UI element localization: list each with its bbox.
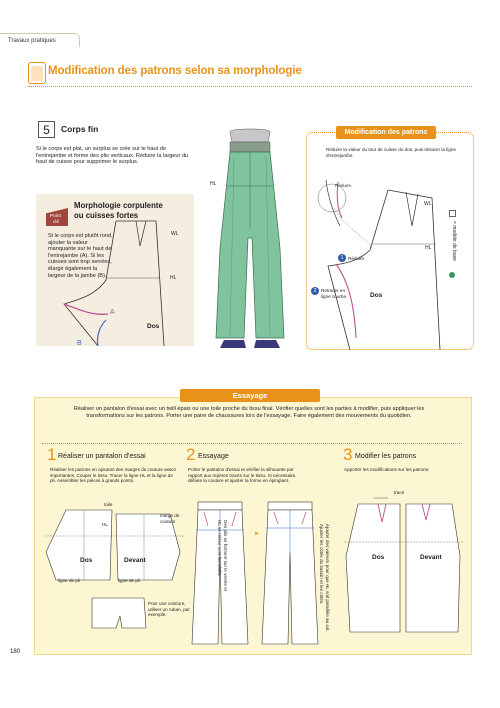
step3-title: Modifier les patrons bbox=[355, 453, 417, 460]
step2-label-ajouter: Ajouter des valeurs pour que HL soit parallèle au sol. Ajuster les côtés du bassin et les côtés. bbox=[319, 524, 330, 632]
figure-label-hl: HL bbox=[210, 181, 217, 187]
title-underline bbox=[28, 86, 472, 87]
modification-label-hl: HL bbox=[425, 245, 432, 251]
step2-number: 2 bbox=[186, 445, 196, 464]
step1-title: Réaliser un pantalon d'essai bbox=[58, 453, 146, 460]
point-label-hl: HL bbox=[170, 275, 177, 281]
step2-arrow-icon: ► bbox=[254, 531, 260, 537]
step1-label-toile: toile bbox=[104, 502, 113, 507]
step1-label-pli-right: ligne de pli bbox=[118, 578, 140, 583]
step2-text: Porter le pantalon d'essai et vérifier la silhouette par rapport aux repères tracés sur le tissu. Si nécessaire, défaire la couture et ajuster la forme en épinglant. bbox=[188, 467, 297, 484]
step1-label-devant: Devant bbox=[124, 557, 146, 564]
point-label-b: B bbox=[77, 340, 82, 347]
step-1-circle: 1 bbox=[338, 254, 346, 262]
essayage-intro: Réaliser un pantalon d'essai avec un twill épais ou une toile proche du tissu final. Vérifier quelles sont les parties à modifier, puis appliquer les transformations sur les patrons. Porter une paire de chaussures lors de l'essayage. Faire également des mouvements du quotidien. bbox=[73, 406, 425, 419]
point-pattern-figure bbox=[36, 220, 194, 346]
step5-title: Corps fin bbox=[61, 124, 99, 134]
point-title: Morphologie corpulente ou cuisses fortes bbox=[74, 201, 163, 220]
title-icon-fill bbox=[31, 66, 43, 81]
modification-text: Réduire la valeur du tour de cuisse du dos, puis retracer la ligne d'entrejambe. bbox=[326, 147, 456, 158]
point-label-a: A bbox=[110, 309, 115, 316]
step3-label-devant: Devant bbox=[420, 554, 442, 561]
step1-label-ceinture: Pour une ceinture, utiliser un ruban, par exemple. bbox=[148, 601, 190, 618]
point-text: Si le corps est plutôt rond, ajouter la valeur manquante sur le haut de l'entrejambe (A). Si les cuisses sont trop serrées, élargir également la largeur de la jambe (B). bbox=[48, 233, 113, 279]
header-section-label: Travaux pratiques bbox=[8, 38, 56, 44]
point-badge-text-2: clé bbox=[53, 220, 60, 225]
step-2-circle: 2 bbox=[311, 287, 319, 295]
essayage-divider bbox=[42, 443, 462, 444]
modification-label-retracer: Retracer en ligne courbe. bbox=[321, 288, 348, 299]
step1-label-pli-left: ligne de pli bbox=[58, 578, 80, 583]
step2-label-plis: Des plis se forment sur le ventre et HL se relève vers les côtés. bbox=[217, 520, 228, 591]
point-label-wl: WL bbox=[171, 231, 179, 237]
step2-pants-figures bbox=[190, 496, 320, 646]
step1-label-dos: Dos bbox=[80, 557, 93, 564]
page-title: Modification des patrons selon sa morphologie bbox=[48, 65, 302, 77]
page-number: 180 bbox=[10, 649, 21, 655]
step3-number: 3 bbox=[343, 445, 353, 464]
step1-text: Réaliser les patrons en ajoutant des marges de couture assez importantes. Couper le tissu. Tracer la ligne HL et la ligne de pli. Assembler les pièces à grands points. bbox=[50, 467, 177, 484]
step5-text: Si le corps est plat, un surplus se crée sur le haut de l'entrejambe et forme des plis verticaux. Réduire la largeur du haut de cuisse pour supprimer le surplus. bbox=[36, 146, 189, 166]
legend-dot bbox=[449, 272, 455, 278]
step1-number: 1 bbox=[47, 445, 57, 464]
point-badge-text-1: Point bbox=[50, 214, 61, 219]
modification-label-reduire-top: Réduire. bbox=[335, 183, 353, 188]
legend-swatch bbox=[449, 210, 456, 217]
modification-label-wl: WL bbox=[424, 201, 432, 207]
modification-label-dos: Dos bbox=[370, 292, 383, 299]
step3-label-trace: tracé bbox=[394, 490, 405, 495]
step5-number: 5 bbox=[38, 121, 55, 138]
modification-pattern bbox=[306, 168, 474, 350]
modification-label-reduire: Réduire. bbox=[348, 256, 366, 261]
modification-title: Modification des patrons bbox=[336, 126, 436, 139]
step1-label-marge: marge de couture bbox=[160, 513, 180, 524]
step2-title: Essayage bbox=[198, 453, 229, 460]
pants-figure bbox=[208, 128, 292, 352]
step1-label-hl: HL bbox=[102, 522, 108, 527]
point-label-dos: Dos bbox=[147, 323, 160, 330]
essayage-title: Essayage bbox=[180, 389, 320, 402]
step3-label-dos: Dos bbox=[372, 554, 385, 561]
step3-text: Apporter les modifications sur les patrons. bbox=[344, 467, 430, 472]
step3-patterns bbox=[344, 496, 464, 636]
legend-text: = modèle de base bbox=[451, 221, 457, 261]
